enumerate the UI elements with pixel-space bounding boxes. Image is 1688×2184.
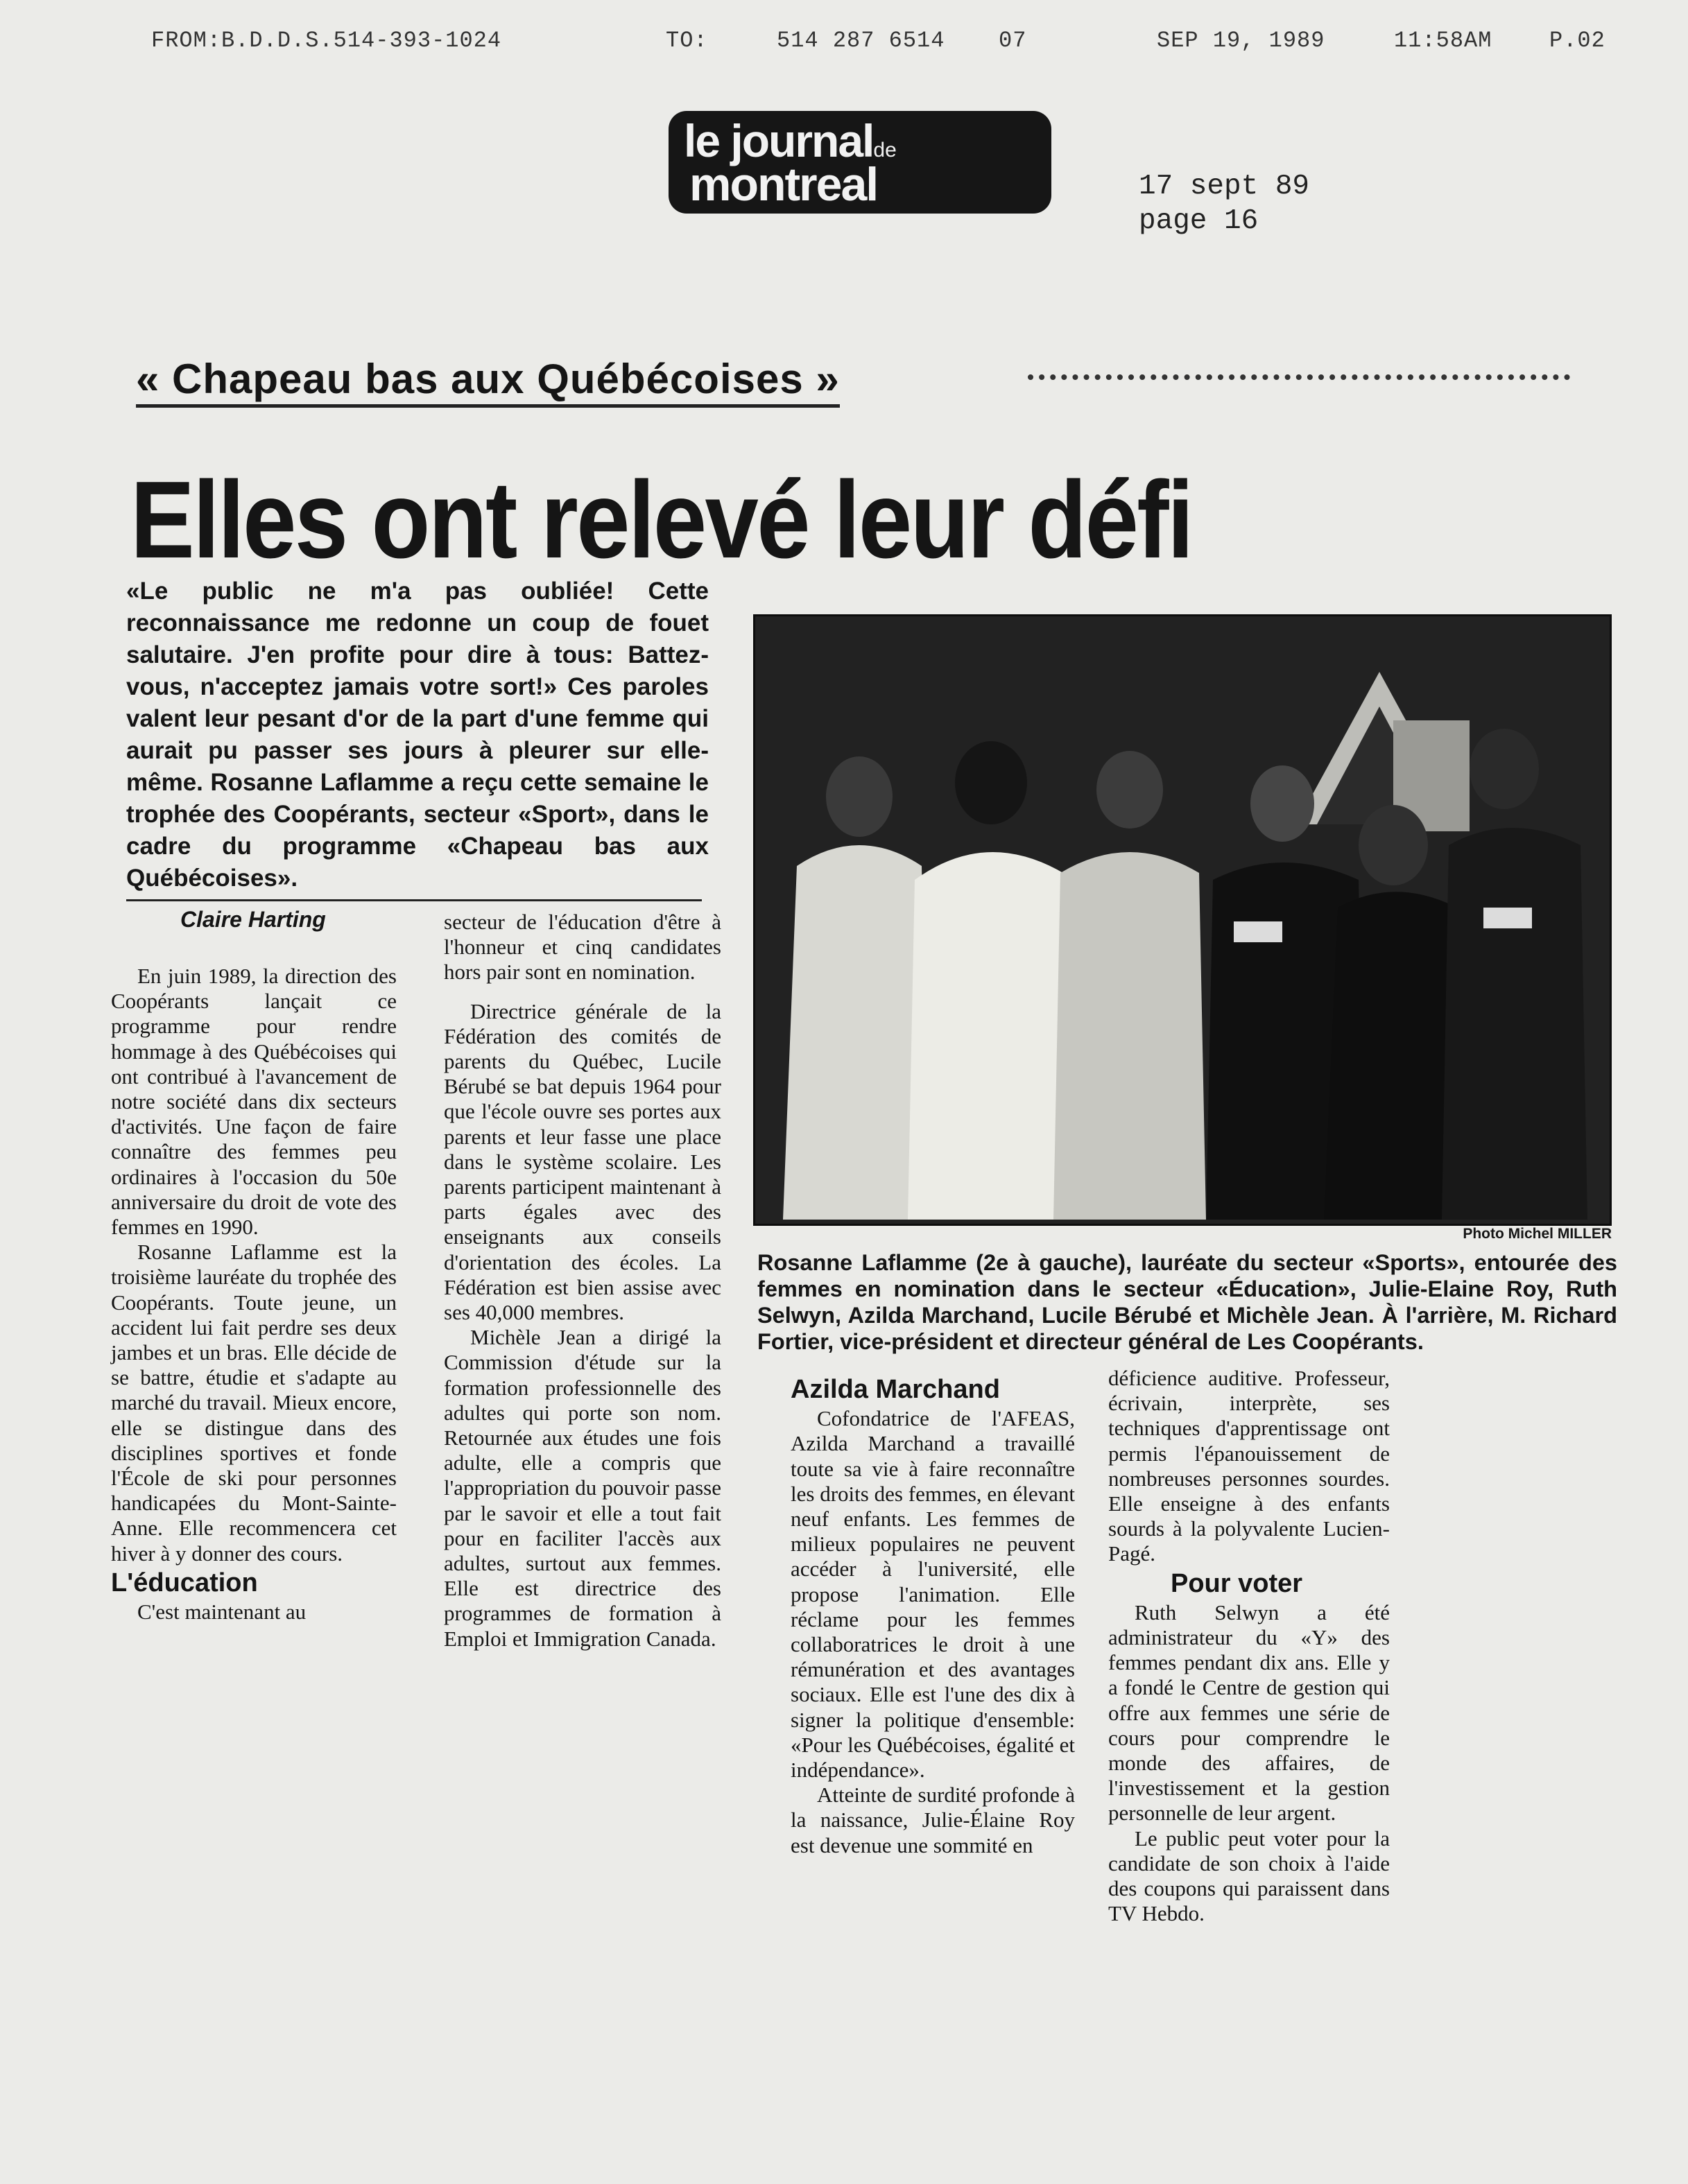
article-column-1 [111,964,397,1624]
byline-rule [126,899,702,901]
col3-paragraph-1: Cofondatrice de l'AFEAS, Azilda Marchand a travaillé toute sa vie à faire reconnaître les droits des femmes, en élevant neuf enfants. Les femmes de milieux populaires ne peuvent accéder à l'université, elle propose l'animation. Elle réclame pour les femmes collaboratrices le droit à une rémunération et des avantages sociaux. Elle est l'une des dix à signer la politique d'ensemble: «Pour les Québécoises, égalité et indépendance». [791,1406,1075,1783]
logo-line2: montreal [689,158,878,211]
article-column-4 [1108,1366,1390,1926]
dotted-divider [1028,374,1570,380]
logo-line1: le journal [684,115,874,166]
person-figure [955,741,1027,824]
person-figure [1470,729,1539,809]
fax-date: SEP 19, 1989 [1157,28,1325,53]
newspaper-logo [669,111,1051,214]
person-figure [1053,852,1206,1220]
col4-paragraph-1: déficience auditive. Professeur, écrivain, interprète, ses techniques d'apprentissage ont permis l'épanouissement de nombreuses personnes sourdes. Elle enseigne à des enfants sourds à la polyvalente Lucien-Pagé. [1108,1366,1390,1566]
fax-extension: 07 [999,28,1027,53]
person-figure [1442,828,1587,1220]
col2-paragraph-3: Michèle Jean a dirigé la Commission d'étude sur la formation professionnelle des adultes qui porte son nom. Retournée aux études une fois adulte, elle a compris que l'appropriation du pouvoir passe par le savoir et elle a tout fait pour en faciliter l'accès aux adultes, surtout aux femmes. Elle est directrice des programmes de formation à Emploi et Immigration Canada. [444,1325,721,1651]
col2-paragraph-1: secteur de l'éducation d'être à l'honneur et cinq candidates hors pair sont en nomination. [444,910,721,985]
photo-credit: Photo Michel MILLER [1463,1226,1612,1242]
byline: Claire Harting [180,907,326,932]
fax-to-number: 514 287 6514 [777,28,945,53]
fax-page: P.02 [1549,28,1605,53]
person-figure [826,756,893,837]
subhead-education: L'éducation [111,1568,258,1597]
news-photo [753,614,1612,1226]
person-figure [1096,751,1163,829]
col2-paragraph-2: Directrice générale de la Fédération des comités de parents du Québec, Lucile Bérubé se bat depuis 1964 pour que l'école ouvre ses portes aux parents et leur fasse une place dans le système scolaire. Les parents participent maintenant à parts égales avec des enseignants aux conseils d'orientation des écoles. La Fédération est bien assise avec ses 40,000 membres. [444,998,721,1325]
fax-from: FROM:B.D.D.S.514-393-1024 [151,28,502,53]
subhead-azilda-marchand: Azilda Marchand [791,1375,1000,1404]
col1-paragraph-3: C'est maintenant au [137,1600,307,1624]
col1-paragraph-1: En juin 1989, la direction des Coopérants lançait ce programme pour rendre hommage à des Québécoises qui ont contribué à l'avancement de notre société dans dix secteurs d'activités. Une façon de faire connaître des femmes peu ordinaires à l'occasion du 50e anniversaire du droit de vote des femmes en 1990. [111,964,397,1240]
article-column-2 [444,910,721,1652]
group-photo-illustration [755,616,1610,1224]
dateline-page: page 16 [1139,205,1259,237]
person-figure [1359,805,1428,885]
col4-paragraph-3: Le public peut voter pour la candidate de son choix à l'aide des coupons qui paraissent dans TV Hebdo. [1108,1826,1390,1926]
col3-paragraph-2: Atteinte de surdité profonde à la naissance, Julie-Élaine Roy est devenue une sommité en [791,1783,1075,1857]
kicker: « Chapeau bas aux Québécoises » [136,355,840,408]
photo-caption: Rosanne Laflamme (2e à gauche), lauréate du secteur «Sports», entourée des femmes en nomination dans le secteur «Éducation», Julie-Elaine Roy, Ruth Selwyn, Azilda Marchand, Lucile Bérubé et Michèle Jean. À l'arrière, M. Richard Fortier, vice-président et directeur général de Les Coopérants. [757,1250,1617,1354]
col4-paragraph-2: Ruth Selwyn a été administrateur du «Y» des femmes pendant dix ans. Elle y a fondé le Centre de gestion qui offre aux femmes une série de cours pour comprendre le monde des affaires, de l'investissement et la gestion personnelle de leur argent. [1108,1600,1390,1826]
dateline-date: 17 sept 89 [1139,171,1310,202]
logo-de: de [873,139,897,162]
subhead-pour-voter: Pour voter [1171,1568,1303,1598]
person-figure [1250,765,1314,842]
fax-to-label: TO: [666,28,708,53]
person-figure [783,845,929,1220]
headline: Elles ont relevé leur défi [130,459,1192,581]
fax-time: 11:58AM [1394,28,1492,53]
name-badge [1234,921,1282,942]
lead-paragraph: «Le public ne m'a pas oubliée! Cette reconnaissance me redonne un coup de fouet salutaire. J'en profite pour dire à tous: Battez-vous, n'acceptez jamais votre sort!» Ces paroles valent leur pesant d'or de la part d'une femme qui aurait pu passer ses jours à pleurer sur elle-même. Rosanne Laflamme a reçu cette semaine le trophée des Coopérants, secteur «Sport», dans le cadre du programme «Chapeau bas aux Québécoises». [126,578,709,892]
name-badge [1483,908,1532,928]
article-column-3 [791,1373,1075,1858]
col1-paragraph-2: Rosanne Laflamme est la troisième lauréate du trophée des Coopérants. Toute jeune, un accident lui fait perdre ses deux jambes et un bras. Elle décide de se battre, étudie et s'adapte au marché du travail. Mieux encore, elle se distingue dans des disciplines sportives et fonde l'École de ski pour personnes handicapées du Mont-Sainte-Anne. Elle recommencera cet hiver à y donner des cours. [111,1240,397,1566]
